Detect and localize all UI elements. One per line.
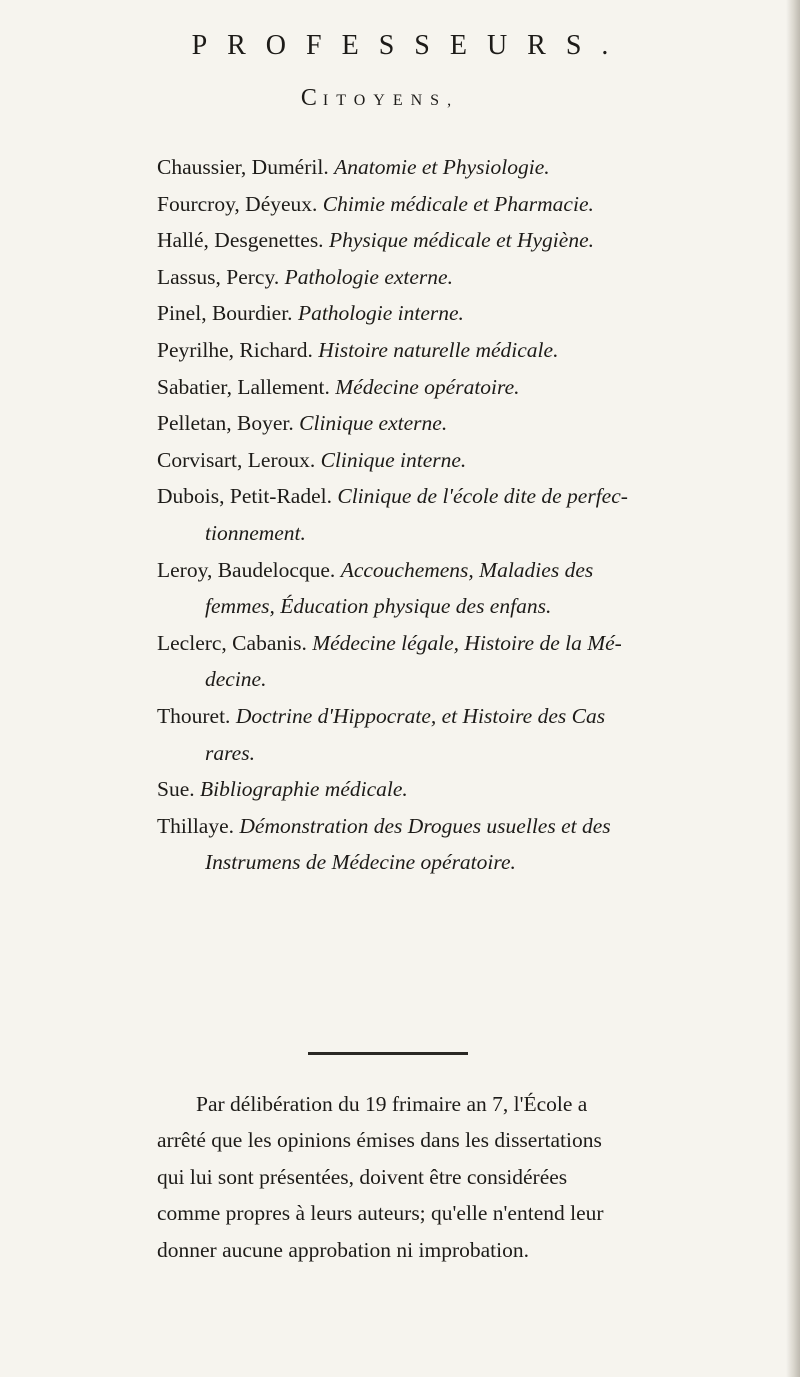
course-subject: Pathologie externe.: [284, 264, 453, 289]
list-item: [157, 478, 777, 515]
professor-names: Lassus, Percy.: [157, 264, 280, 289]
course-subject: Clinique externe.: [299, 411, 448, 436]
list-item: [157, 295, 777, 332]
list-item: [157, 332, 777, 369]
notice-line: qui lui sont présentées, doivent être considérées: [157, 1164, 568, 1189]
list-item: [157, 405, 777, 442]
subtitle-initial: C: [300, 85, 323, 111]
list-item: [157, 552, 777, 589]
list-item: [157, 808, 777, 845]
professor-names: Leroy, Baudelocque.: [157, 557, 336, 582]
subtitle-rest: ITOYENS,: [322, 92, 460, 109]
list-item: [157, 625, 777, 662]
list-item: [157, 222, 777, 259]
professor-names: Chaussier, Duméril.: [157, 155, 329, 179]
course-subject: Clinique de l'école dite de perfec-: [337, 484, 628, 509]
page-title: PROFESSEURS.: [191, 30, 629, 61]
professor-names: Thillaye.: [157, 813, 235, 838]
course-subject: Accouchemens, Maladies des: [340, 557, 594, 582]
course-subject-continuation: rares.: [205, 740, 255, 765]
notice-line: arrêté que les opinions émises dans les dissertations: [157, 1128, 602, 1153]
professor-names: Sabatier, Lallement.: [157, 374, 330, 399]
professor-names: Dubois, Petit-Radel.: [157, 484, 332, 509]
professor-names: Sue.: [157, 777, 195, 802]
page-subtitle: [0, 85, 780, 112]
list-item: [157, 369, 777, 406]
list-item: [157, 442, 777, 479]
list-item: [157, 698, 777, 735]
notice-line: comme propres à leurs auteurs; qu'elle n'entend leur: [157, 1201, 604, 1226]
course-subject-continuation: decine.: [205, 667, 267, 692]
course-subject: Physique médicale et Hygiène.: [328, 228, 594, 253]
course-subject-continuation: tionnement.: [205, 520, 306, 545]
professor-names: Leclerc, Cabanis.: [157, 630, 307, 655]
divider-rule: [308, 1052, 468, 1055]
notice-line: donner aucune approbation ni improbation.: [157, 1237, 529, 1262]
professor-names: Pelletan, Boyer.: [157, 411, 294, 436]
course-subject: Bibliographie médicale.: [200, 777, 408, 802]
course-subject: Anatomie et Physiologie.: [334, 155, 550, 179]
course-subject: Démonstration des Drogues usuelles et des: [239, 813, 611, 838]
course-subject: Clinique interne.: [320, 447, 467, 472]
list-item: [157, 149, 777, 186]
professor-names: Hallé, Desgenettes.: [157, 228, 324, 253]
professor-names: Corvisart, Leroux.: [157, 447, 316, 472]
professor-names: Pinel, Bourdier.: [157, 301, 293, 326]
course-subject: Doctrine d'Hippocrate, et Histoire des Cas: [235, 703, 606, 728]
course-subject: Chimie médicale et Pharmacie.: [322, 191, 594, 216]
page-edge-shadow: [786, 0, 800, 1377]
professor-list: [157, 149, 777, 881]
list-item: [157, 259, 777, 296]
course-subject: Pathologie interne.: [297, 301, 464, 326]
notice-line: Par délibération du 19 frimaire an 7, l'École a: [196, 1092, 588, 1116]
notice-paragraph: [157, 1086, 763, 1268]
course-subject: Médecine opératoire.: [335, 374, 520, 399]
course-subject: Médecine légale, Histoire de la Mé-: [312, 630, 622, 655]
professor-names: Thouret.: [157, 703, 231, 728]
course-subject: Histoire naturelle médicale.: [318, 337, 559, 362]
professor-names: Peyrilhe, Richard.: [157, 337, 313, 362]
professor-names: Fourcroy, Déyeux.: [157, 191, 318, 216]
course-subject-continuation: Instrumens de Médecine opératoire.: [205, 850, 516, 875]
list-item: [157, 771, 777, 808]
list-item: [157, 186, 777, 223]
course-subject-continuation: femmes, Éducation physique des enfans.: [205, 594, 552, 619]
